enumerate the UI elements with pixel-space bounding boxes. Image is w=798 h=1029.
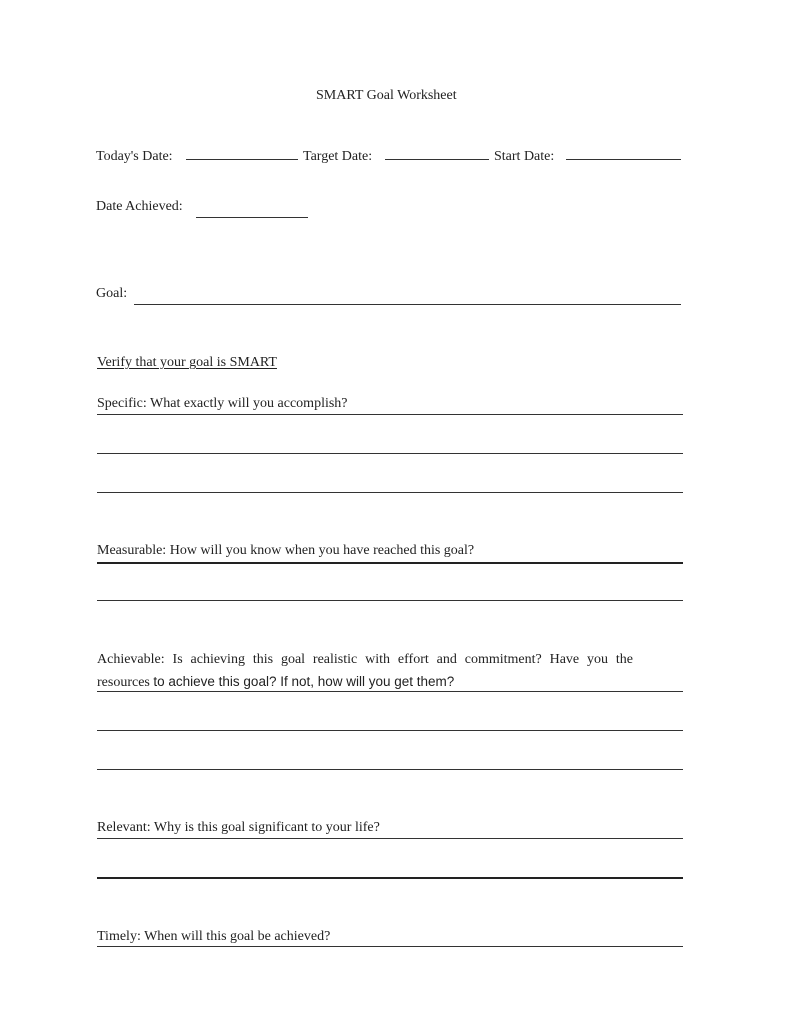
relevant-label: Relevant: xyxy=(97,820,151,835)
measurable-answer-line-1[interactable] xyxy=(97,562,683,564)
goal-label: Goal: xyxy=(96,286,128,301)
target-date-line[interactable] xyxy=(385,159,489,160)
specific-answer-line-3[interactable] xyxy=(97,492,683,493)
achievable-label: Achievable: xyxy=(97,652,165,667)
achievable-question-line-2 xyxy=(97,674,454,691)
date-achieved-label: Date Achieved: xyxy=(96,199,183,214)
specific-text: What exactly will you accomplish? xyxy=(150,396,348,411)
specific-question xyxy=(97,396,348,412)
relevant-text: Why is this goal significant to your life? xyxy=(153,820,380,835)
todays-date-line[interactable] xyxy=(186,159,298,160)
measurable-answer-line-2[interactable] xyxy=(97,600,683,601)
achievable-question-line-1 xyxy=(97,652,633,668)
specific-answer-line-2[interactable] xyxy=(97,453,683,454)
measurable-question xyxy=(97,543,474,559)
measurable-label: Measurable: xyxy=(97,543,167,558)
achievable-answer-line-1[interactable] xyxy=(97,691,683,692)
timely-label: Timely: xyxy=(97,929,141,944)
relevant-question xyxy=(97,820,380,836)
relevant-answer-line-1[interactable] xyxy=(97,838,683,839)
timely-answer-line-1[interactable] xyxy=(97,946,683,947)
achievable-text-2b: to achieve this goal? If not, how will you get them? xyxy=(153,674,455,689)
verify-heading: Verify that your goal is SMART xyxy=(97,355,277,370)
achievable-text-2a: resources xyxy=(97,675,150,690)
timely-question xyxy=(97,929,330,945)
specific-answer-line-1[interactable] xyxy=(97,414,683,415)
date-achieved-line[interactable] xyxy=(196,217,308,218)
timely-text: When will this goal be achieved? xyxy=(144,929,331,944)
measurable-text: How will you know when you have reached this goal? xyxy=(169,543,475,558)
achievable-answer-line-2[interactable] xyxy=(97,730,683,731)
start-date-label: Start Date: xyxy=(494,149,555,164)
specific-label: Specific: xyxy=(97,396,147,411)
achievable-text-1: Is achieving this goal realistic with effort and commitment? Have you the xyxy=(172,652,634,667)
relevant-answer-line-2[interactable] xyxy=(97,877,683,879)
target-date-label: Target Date: xyxy=(303,149,373,164)
goal-line[interactable] xyxy=(134,304,681,305)
page-title: SMART Goal Worksheet xyxy=(316,88,457,103)
start-date-line[interactable] xyxy=(566,159,681,160)
todays-date-label: Today's Date: xyxy=(96,149,173,164)
achievable-answer-line-3[interactable] xyxy=(97,769,683,770)
